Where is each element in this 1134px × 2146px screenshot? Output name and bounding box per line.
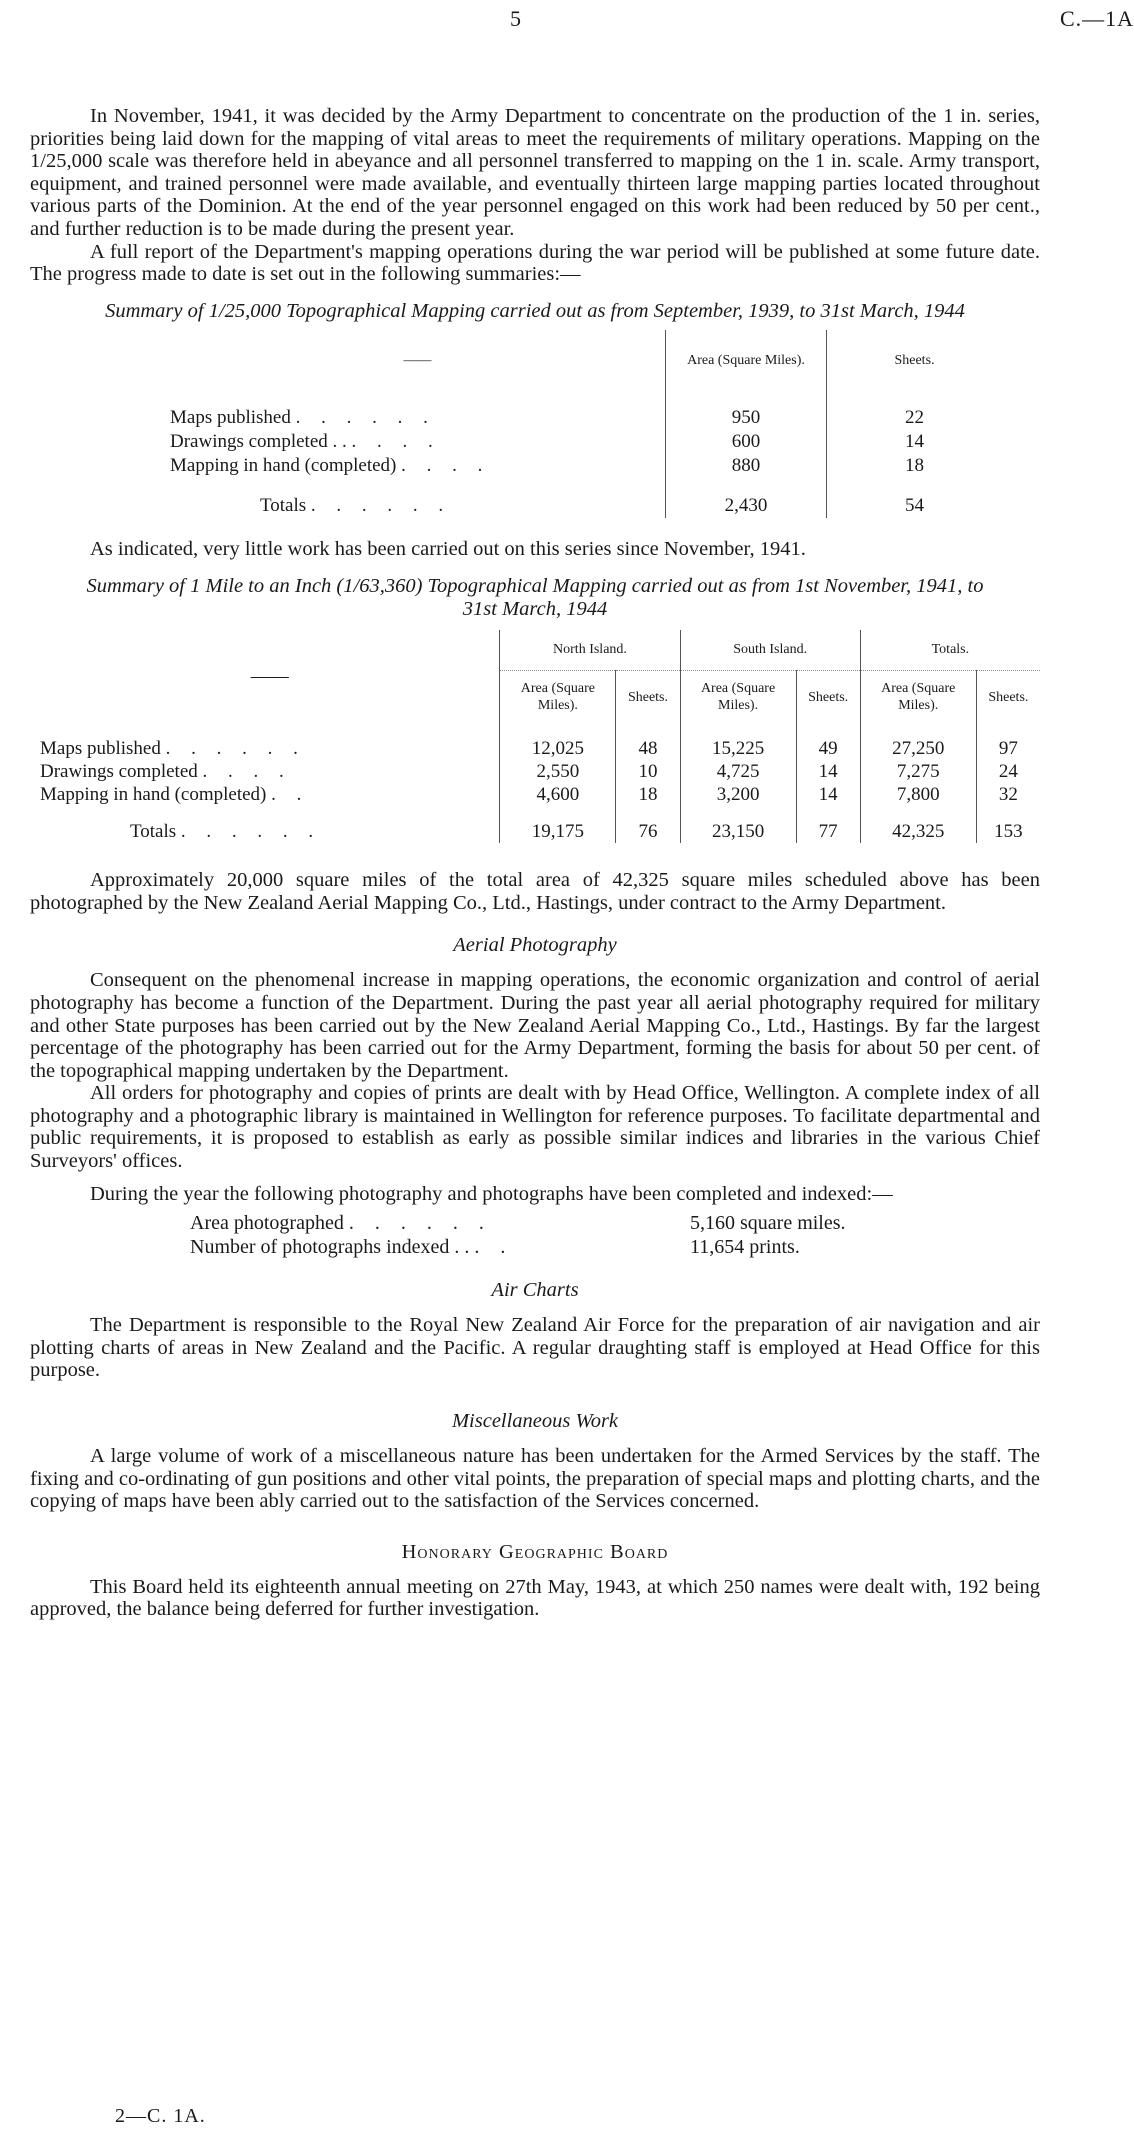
cell-total: 42,325 <box>860 820 976 843</box>
cell-value: 2,550 <box>500 760 616 783</box>
table-row <box>170 430 1002 454</box>
table1-title: Summary of 1/25,000 Topographical Mapping carried out as from September, 1939, to 31st March, 1944 <box>105 299 965 322</box>
paragraph-1941-decision: In November, 1941, it was decided by the Army Department to concentrate on the production of the 1 in. series, priorities being laid down for the mapping of vital areas to meet the requirements of military operations. Mapping on the 1/25,000 scale was therefore held in abeyance and all personnel transferred to mapping on the 1 in. scale. Army transport, equipment, and trained personnel were made available, and eventually thirteen large mapping parties located throughout various parts of the Dominion. At the end of the year personnel engaged on this work had been reduced by 50 per cent., and further reduction is to be made during the present year. <box>30 105 1040 240</box>
heading-miscellaneous-work: Miscellaneous Work <box>451 1410 619 1433</box>
paragraph-after-table1: As indicated, very little work has been carried out on this series since November, 1941. <box>90 538 806 561</box>
table2-header-blank: —— <box>250 665 289 687</box>
cell-value: 27,250 <box>860 737 976 760</box>
col-sheets: Sheets. <box>796 671 860 724</box>
heading-honorary-geographic-board: Honorary Geographic Board <box>401 1540 669 1563</box>
table2-title: Summary of 1 Mile to an Inch (1/63,360) Topographical Mapping carried out as from 1st November, 1941, to 31st March, 1944 <box>86 574 984 620</box>
cell-value: 49 <box>796 737 860 760</box>
cell-sheets: 22 <box>827 406 1003 430</box>
totals-row <box>40 820 1040 843</box>
row-label: Mapping in hand (completed) <box>170 455 397 477</box>
table2-group-row <box>40 630 1040 671</box>
table-row <box>40 783 1040 806</box>
cell-value: 7,800 <box>860 783 976 806</box>
page-number: 5 <box>510 6 521 31</box>
cell-value: 7,275 <box>860 760 976 783</box>
table1-header-row <box>170 330 1002 390</box>
cell-area: 880 <box>666 454 827 478</box>
totals-label: Totals <box>260 495 307 517</box>
leader-dots: . . . . <box>401 455 491 477</box>
row-label: Drawings completed <box>40 760 198 782</box>
item-value: 5,160 square miles. <box>690 1212 846 1235</box>
paragraph-aerial-3: During the year the following photography and photographs have been completed and indexed:— <box>90 1182 893 1205</box>
row-label: Maps published <box>170 407 291 429</box>
paragraph-air-charts: The Department is responsible to the Royal New Zealand Air Force for the preparation of air navigation and air plotting charts of areas in New Zealand and the Pacific. A regular draughting staff is employed at Head Office for this purpose. <box>30 1314 1040 1382</box>
group-south-island: South Island. <box>680 630 860 671</box>
item-value: 11,654 prints. <box>690 1236 800 1259</box>
page-header <box>0 0 1134 40</box>
leader-dots: . . . . <box>351 431 441 453</box>
document-reference: C.—1A <box>1059 6 1134 31</box>
leader-dots: . . . . . . <box>348 1212 492 1235</box>
group-north-island: North Island. <box>500 630 680 671</box>
cell-total: 153 <box>976 820 1040 843</box>
cell-total: 76 <box>616 820 680 843</box>
cell-value: 48 <box>616 737 680 760</box>
item-label: Area photographed <box>190 1212 344 1235</box>
leader-dots: . . . . . . <box>165 737 306 759</box>
row-label: Maps published <box>40 737 161 759</box>
paragraph-aerial-2: All orders for photography and copies of prints are dealt with by Head Office, Wellington. A complete index of all photography and a photographic library is maintained in Wellington for reference purposes. To facilitate departmental and public requirements, it is proposed to establish as early as possible similar indices and libraries in the various Chief Surveyors' offices. <box>30 1082 1040 1173</box>
row-label: Mapping in hand (completed) <box>40 783 267 805</box>
cell-sheets: 18 <box>827 454 1003 478</box>
leader-dots: . . . . . . <box>295 407 436 429</box>
cell-value: 15,225 <box>680 737 796 760</box>
table-row <box>170 406 1002 430</box>
cell-value: 4,600 <box>500 783 616 806</box>
paragraph-full-report: A full report of the Department's mapping operations during the war period will be published at some future date. The progress made to date is set out in the following summaries:— <box>30 240 1040 286</box>
table1-col-sheets: Sheets. <box>827 330 1003 390</box>
list-item <box>190 1235 846 1259</box>
cell-total: 23,150 <box>680 820 796 843</box>
table2-summary-1-mile <box>40 630 1040 843</box>
cell-value: 32 <box>976 783 1040 806</box>
totals-label: Totals <box>130 820 177 842</box>
cell-value: 24 <box>976 760 1040 783</box>
cell-value: 14 <box>796 760 860 783</box>
leader-dots: . . . . . . <box>180 820 322 842</box>
cell-area-total: 2,430 <box>666 494 827 518</box>
col-area: Area (Square Miles). <box>680 671 796 724</box>
table1-col-area: Area (Square Miles). <box>666 330 827 390</box>
heading-aerial-photography: Aerial Photography <box>453 934 617 957</box>
cell-area: 600 <box>666 430 827 454</box>
table-row <box>40 737 1040 760</box>
cell-value: 14 <box>796 783 860 806</box>
row-label: Drawings completed . . <box>170 431 347 453</box>
cell-value: 18 <box>616 783 680 806</box>
col-area: Area (Square Miles). <box>500 671 616 724</box>
paragraph-after-table2: Approximately 20,000 square miles of the total area of 42,325 square miles scheduled above has been photographed by the New Zealand Aerial Mapping Co., Ltd., Hastings, under contract to the Army Department. <box>30 869 1040 914</box>
page-body <box>30 105 1040 1621</box>
cell-value: 10 <box>616 760 680 783</box>
cell-value: 97 <box>976 737 1040 760</box>
col-sheets: Sheets. <box>976 671 1040 724</box>
cell-sheets-total: 54 <box>827 494 1003 518</box>
photography-summary-list <box>190 1211 846 1259</box>
cell-value: 12,025 <box>500 737 616 760</box>
col-sheets: Sheets. <box>616 671 680 724</box>
group-totals: Totals. <box>860 630 1040 671</box>
list-item <box>190 1211 846 1235</box>
cell-total: 19,175 <box>500 820 616 843</box>
table-row <box>40 760 1040 783</box>
paragraph-board: This Board held its eighteenth annual meeting on 27th May, 1943, at which 250 names were dealt with, 192 being approved, the balance being deferred for further investigation. <box>30 1575 1040 1621</box>
totals-row <box>170 494 1002 518</box>
cell-sheets: 14 <box>827 430 1003 454</box>
leader-dots: . . <box>474 1236 514 1259</box>
paragraph-aerial-1: Consequent on the phenomenal increase in mapping operations, the economic organization and control of aerial photography has become a function of the Department. During the past year all aerial photography required for military and other State purposes has been carried out by the New Zealand Aerial Mapping Co., Ltd., Hastings. By far the largest percentage of the photography has been carried out for the Army Department, forming the basis for about 50 per cent. of the topographical mapping undertaken by the Department. <box>30 969 1040 1082</box>
leader-dots: . . <box>271 783 310 805</box>
item-label: Number of photographs indexed . . <box>190 1236 470 1259</box>
col-area: Area (Square Miles). <box>860 671 976 724</box>
leader-dots: . . . . <box>202 760 292 782</box>
cell-value: 3,200 <box>680 783 796 806</box>
paragraph-miscellaneous: A large volume of work of a miscellaneous nature has been undertaken for the Armed Services by the staff. The fixing and co-ordinating of gun positions and other vital points, the preparation of special maps and plotting charts, and the copying of maps have been ably carried out to the satisfaction of the Services concerned. <box>30 1445 1040 1513</box>
footer-signature: 2—C. 1A. <box>115 2105 206 2127</box>
table1-summary-25000 <box>170 330 1002 518</box>
cell-area: 950 <box>666 406 827 430</box>
cell-value: 4,725 <box>680 760 796 783</box>
heading-air-charts: Air Charts <box>491 1279 579 1302</box>
table1-header-blank: —— <box>403 352 432 368</box>
table-row <box>170 454 1002 478</box>
cell-total: 77 <box>796 820 860 843</box>
leader-dots: . . . . . . <box>310 495 452 517</box>
